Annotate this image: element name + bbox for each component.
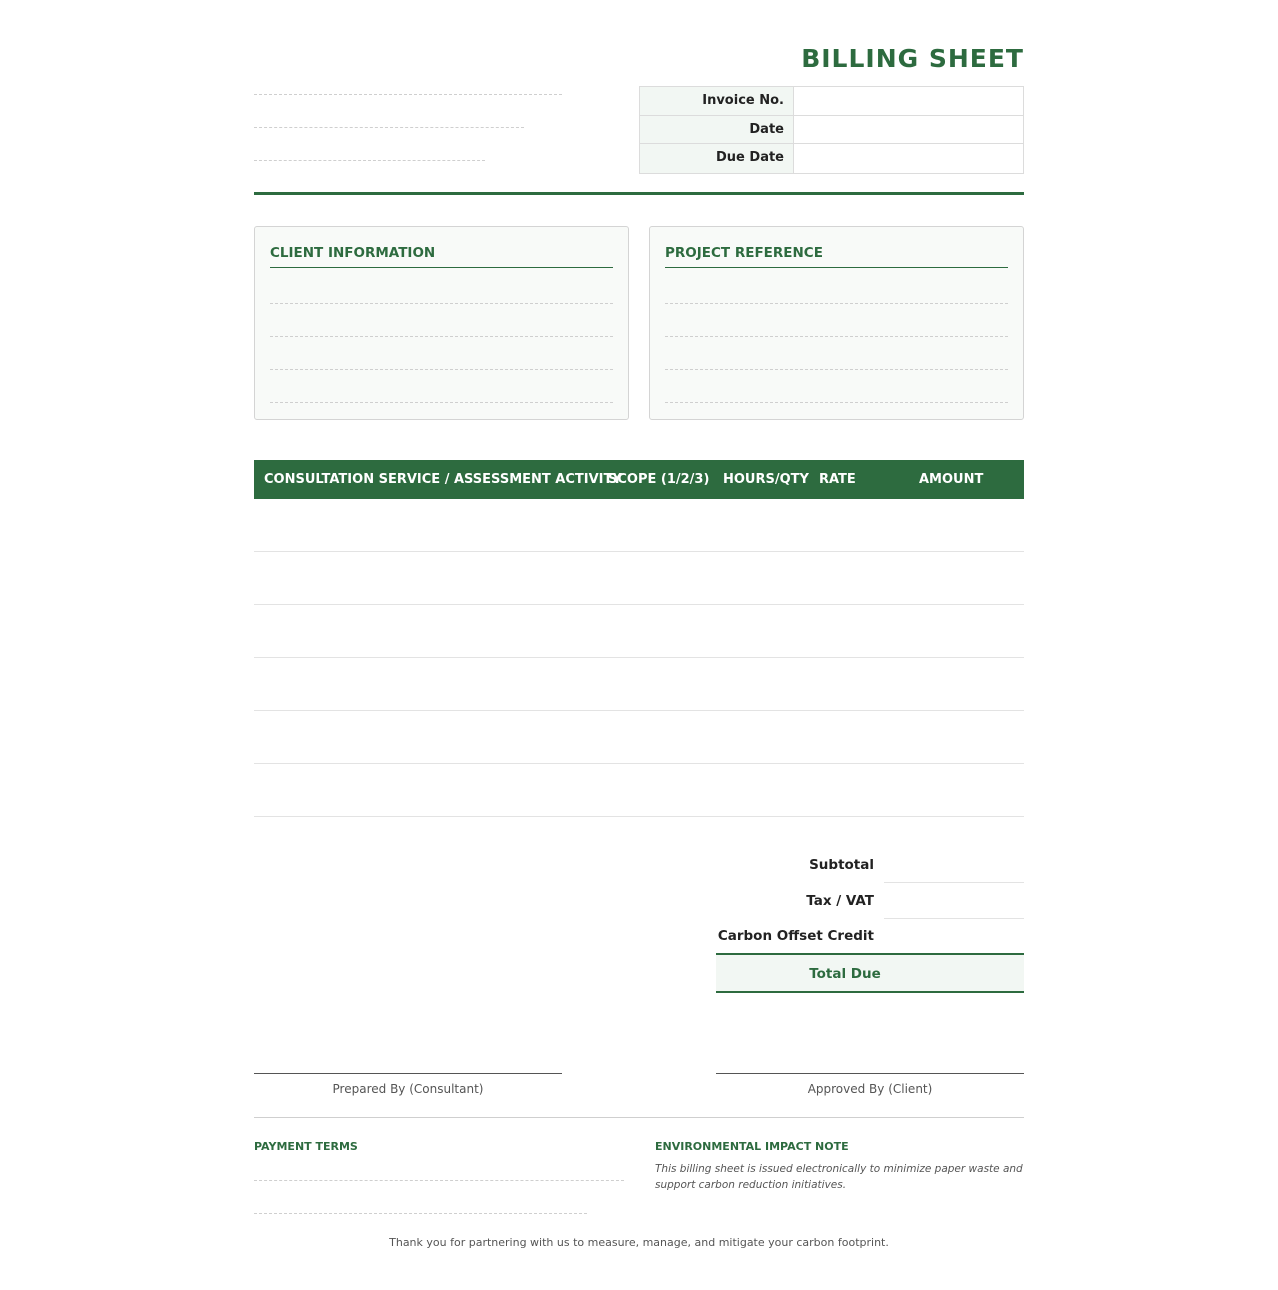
payment-terms-title: PAYMENT TERMS xyxy=(254,1140,358,1153)
footer-thank-you: Thank you for partnering with us to measure, manage, and mitigate your carbon footprint. xyxy=(389,1236,889,1249)
client-information-panel xyxy=(254,226,629,420)
invoice-meta-table xyxy=(639,86,1024,174)
project-ref-line[interactable] xyxy=(665,369,1008,402)
column-header-rate: RATE xyxy=(819,472,856,487)
client-information-title: CLIENT INFORMATION xyxy=(270,245,613,268)
client-info-line[interactable] xyxy=(270,402,613,403)
project-ref-line[interactable] xyxy=(665,336,1008,369)
tax-vat-field[interactable] xyxy=(884,918,1024,919)
tax-vat-label: Tax / VAT xyxy=(806,893,874,909)
company-address-line-3[interactable] xyxy=(254,160,485,161)
environmental-impact-title: ENVIRONMENTAL IMPACT NOTE xyxy=(655,1140,849,1153)
subtotal-field[interactable] xyxy=(884,882,1024,883)
company-address-line-2[interactable] xyxy=(254,127,524,128)
payment-terms-line[interactable] xyxy=(254,1213,587,1214)
notes-divider xyxy=(254,1117,1024,1118)
column-header-amount: AMOUNT xyxy=(919,472,984,487)
client-info-line[interactable] xyxy=(270,369,613,402)
prepared-by-label: Prepared By (Consultant) xyxy=(332,1082,484,1096)
total-due-label: Total Due xyxy=(809,966,881,982)
meta-row-date xyxy=(640,116,1023,145)
table-row[interactable] xyxy=(254,763,1024,764)
table-row[interactable] xyxy=(254,551,1024,552)
date-label: Date xyxy=(640,116,794,144)
due-date-field[interactable] xyxy=(794,144,1023,173)
column-header-hours-qty: HOURS/QTY xyxy=(723,472,809,487)
table-row[interactable] xyxy=(254,710,1024,711)
column-header-scope: SCOPE (1/2/3) xyxy=(608,472,710,487)
client-signature-line[interactable] xyxy=(716,1073,1024,1074)
header-divider xyxy=(254,192,1024,195)
payment-terms-line[interactable] xyxy=(254,1180,624,1181)
project-reference-panel xyxy=(649,226,1024,420)
invoice-no-label: Invoice No. xyxy=(640,87,794,115)
billing-sheet-page xyxy=(254,0,1024,1290)
table-row[interactable] xyxy=(254,816,1024,817)
project-reference-title: PROJECT REFERENCE xyxy=(665,245,1008,268)
client-info-line[interactable] xyxy=(270,303,613,336)
meta-row-invoice-no xyxy=(640,87,1023,116)
table-row[interactable] xyxy=(254,657,1024,658)
project-ref-line[interactable] xyxy=(665,402,1008,403)
document-title: BILLING SHEET xyxy=(801,44,1024,73)
due-date-label: Due Date xyxy=(640,144,794,173)
date-field[interactable] xyxy=(794,116,1023,144)
services-table-header xyxy=(254,460,1024,499)
client-info-line[interactable] xyxy=(270,336,613,369)
consultant-signature-line[interactable] xyxy=(254,1073,562,1074)
project-ref-line[interactable] xyxy=(665,303,1008,336)
subtotal-label: Subtotal xyxy=(809,857,874,873)
meta-row-due-date xyxy=(640,144,1023,173)
column-header-service: CONSULTATION SERVICE / ASSESSMENT ACTIVITY xyxy=(264,472,622,487)
environmental-impact-text: This billing sheet is issued electronically to minimize paper waste and support carbon reduction initiatives. xyxy=(655,1163,1023,1191)
invoice-no-field[interactable] xyxy=(794,87,1023,115)
total-due-row xyxy=(716,953,1024,993)
company-address-line-1[interactable] xyxy=(254,94,562,95)
approved-by-label: Approved By (Client) xyxy=(807,1082,933,1096)
carbon-offset-credit-label: Carbon Offset Credit xyxy=(717,928,874,944)
table-row[interactable] xyxy=(254,604,1024,605)
